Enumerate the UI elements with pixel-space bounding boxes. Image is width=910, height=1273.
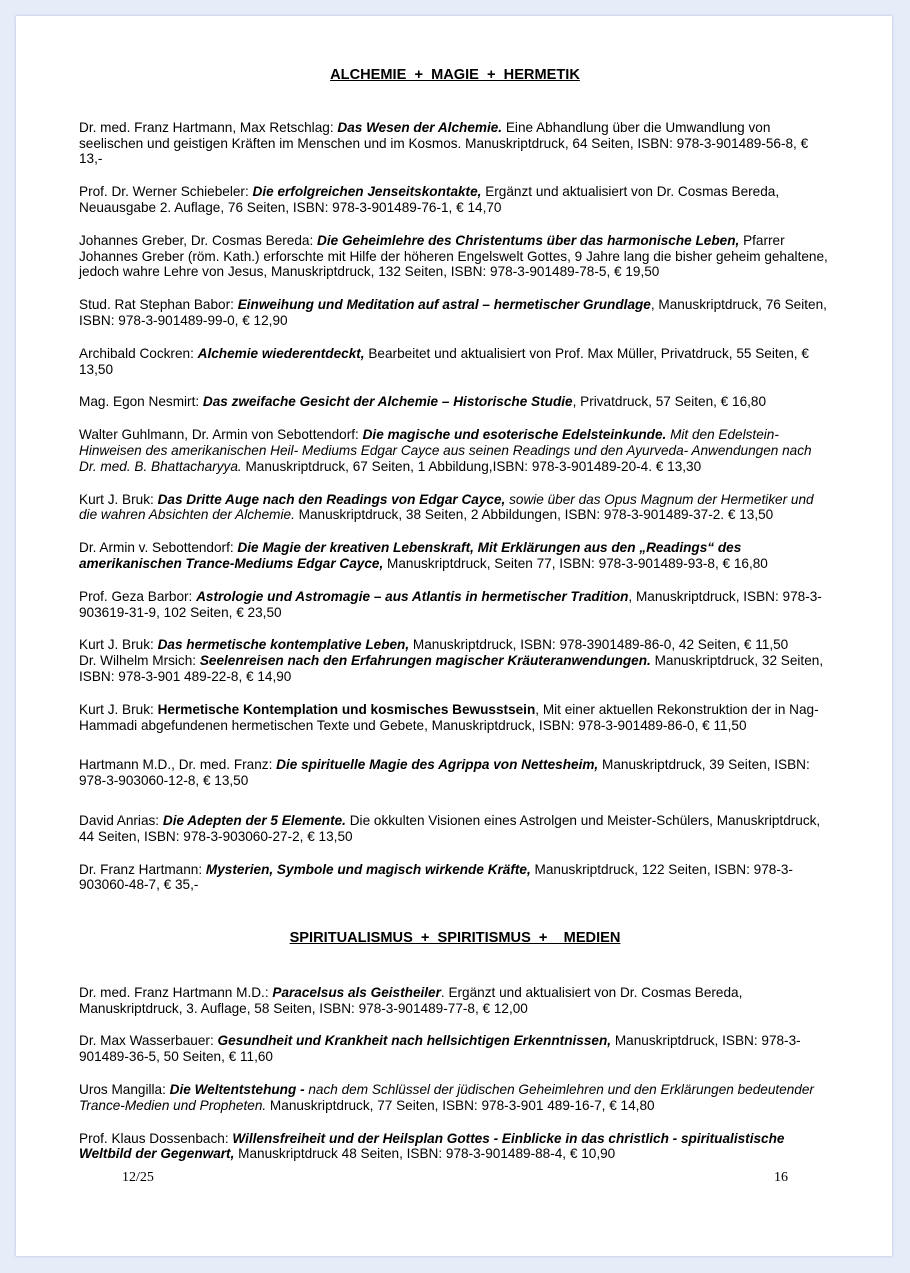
book-entry: Dr. med. Franz Hartmann, Max Retschlag: Das Wesen der Alchemie. Eine Abhandlung über die Umwandlung von seelischen und geistigen Kräften im Menschen und im Kosmos. Manuskriptdruck, 64 Seiten, ISBN: 978-3-901489-56-8, € 13,- xyxy=(79,119,809,167)
book-entry: Dr. Armin v. Sebottendorf: Die Magie der kreativen Lebenskraft, Mit Erklärungen aus den „Readings“ des amerikanischen Trance-Mediums Edgar Cayce, Manuskriptdruck, Seiten 77, ISBN: 978-3-901489-93-8, € 16,80 xyxy=(79,540,768,571)
book-title: Die Weltentstehung - xyxy=(169,1082,305,1098)
book-entry: Hartmann M.D., Dr. med. Franz: Die spirituelle Magie des Agrippa von Nettesheim, Manuskriptdruck, 39 Seiten, ISBN: 978-3-903060-12-8, € 13,50 xyxy=(79,757,810,789)
book-subtitle: nach dem Schlüssel der jüdischen Geheimlehren und den Erklärungen bedeutender Trance-Medien und Propheten. xyxy=(79,1082,814,1113)
book-entry: Walter Guhlmann, Dr. Armin von Sebottendorf: Die magische und esoterische Edelsteinkunde. Mit den Edelstein-Hinweisen des amerikanischen Heil- Mediums Edgar Cayce aus seinen Readings und den Ayurveda- Anwendungen nach Dr. med. B. Bhattacharyya. Manuskriptdruck, 67 Seiten, 1 Abbildung,ISBN: 978-3-901489-20-4. € 13,30 xyxy=(79,427,812,474)
book-subtitle: Mit den Edelstein-Hinweisen des amerikanischen Heil- Mediums Edgar Cayce aus seinen Readings und den Ayurveda- Anwendungen nach Dr. med. B. Bhattacharyya. xyxy=(79,427,812,474)
book-entry: Johannes Greber, Dr. Cosmas Bereda: Die Geheimlehre des Christentums über das harmonische Leben, Pfarrer Johannes Greber (röm. Kath.) erforschte mit Hilfe der höheren Engelswelt Gottes, 9 Jahre lang die bisher geheim gehaltene, jedoch wahre Lehre von Jesus, Manuskriptdruck, 132 Seiten, ISBN: 978-3-901489-78-5, € 19,50 xyxy=(79,232,828,280)
book-title: Hermetische Kontemplation und kosmisches Bewusstsein xyxy=(157,701,536,717)
book-title: Paracelsus als Geistheiler xyxy=(272,984,441,1000)
book-entry: Kurt J. Bruk: Das Dritte Auge nach den Readings von Edgar Cayce, sowie über das Opus Magnum der Hermetiker und die wahren Absichten der Alchemie. Manuskriptdruck, 38 Seiten, 2 Abbildungen, ISBN: 978-3-901489-37-2. € 13,50 xyxy=(79,491,814,523)
book-entry: Prof. Dr. Werner Schiebeler: Die erfolgreichen Jenseitskontakte, Ergänzt und aktualisiert von Dr. Cosmas Bereda, Neuausgabe 2. Auflage, 76 Seiten, ISBN: 978-3-901489-76-1, € 14,70 xyxy=(79,184,780,215)
book-title: Die Geheimlehre des Christentums über das harmonische Leben, xyxy=(317,232,740,248)
book-title: Mysterien, Symbole und magisch wirkende Kräfte, xyxy=(205,861,531,877)
book-title: Die erfolgreichen Jenseitskontakte, xyxy=(252,184,482,200)
book-title: Das Wesen der Alchemie. xyxy=(337,119,503,135)
book-title: Die Magie der kreativen Lebenskraft, Mit Erklärungen aus den „Readings“ des amerikanischen Trance-Mediums Edgar Cayce, xyxy=(79,540,742,571)
book-entry: Dr. Max Wasserbauer: Gesundheit und Krankheit nach hellsichtigen Erkenntnissen, Manuskriptdruck, ISBN: 978-3-901489-36-5, 50 Seiten, € 11,60 xyxy=(79,1033,801,1065)
book-entry: Kurt J. Bruk: Das hermetische kontemplative Leben, Manuskriptdruck, ISBN: 978-3901489-86-0, 42 Seiten, € 11,50 xyxy=(79,637,789,653)
book-title: Die magische und esoterische Edelsteinkunde. xyxy=(362,427,667,443)
book-entry: Kurt J. Bruk: Hermetische Kontemplation und kosmisches Bewusstsein, Mit einer aktuellen Rekonstruktion der in Nag-Hammadi abgefundenen hermetischen Texte und Gebete, Manuskriptdruck, ISBN: 978-3-901489-86-0, € 11,50 xyxy=(79,701,819,733)
section-heading-spiritualismus: SPIRITUALISMUS + SPIRITISMUS + MEDIEN xyxy=(289,930,621,947)
book-title: Gesundheit und Krankheit nach hellsichtigen Erkenntnissen, xyxy=(217,1033,612,1049)
book-entry: Dr. Wilhelm Mrsich: Seelenreisen nach den Erfahrungen magischer Kräuteranwendungen. Manuskriptdruck, 32 Seiten, ISBN: 978-3-901 489-22-8, € 14,90 xyxy=(79,653,824,684)
book-title: Das hermetische kontemplative Leben, xyxy=(157,637,410,653)
footer-page-number: 16 xyxy=(774,1170,788,1185)
book-entry: Mag. Egon Nesmirt: Das zweifache Gesicht der Alchemie – Historische Studie, Privatdruck, 57 Seiten, € 16,80 xyxy=(79,394,767,410)
book-entry: Prof. Geza Barbor: Astrologie und Astromagie – aus Atlantis in hermetischer Tradition, Manuskriptdruck, ISBN: 978-3-903619-31-9, 102 Seiten, € 23,50 xyxy=(79,588,822,620)
book-entry: Stud. Rat Stephan Babor: Einweihung und Meditation auf astral – hermetischer Grundlage, Manuskriptdruck, 76 Seiten, ISBN: 978-3-901489-99-0, € 12,90 xyxy=(79,297,827,328)
book-title: Das Dritte Auge nach den Readings von Edgar Cayce, xyxy=(157,491,506,507)
book-title: Alchemie wiederentdeckt, xyxy=(197,345,365,361)
book-title: Seelenreisen nach den Erfahrungen magischer Kräuteranwendungen. xyxy=(199,653,651,669)
document-page xyxy=(16,16,892,1256)
book-entry: Dr. Franz Hartmann: Mysterien, Symbole und magisch wirkende Kräfte, Manuskriptdruck, 122 Seiten, ISBN: 978-3-903060-48-7, € 35,- xyxy=(79,861,793,893)
book-title: Das zweifache Gesicht der Alchemie – Historische Studie xyxy=(202,394,573,410)
book-entry: Dr. med. Franz Hartmann M.D.: Paracelsus als Geistheiler. Ergänzt und aktualisiert von Dr. Cosmas Bereda, Manuskriptdruck, 3. Auflage, 58 Seiten, ISBN: 978-3-901489-77-8, € 12,00 xyxy=(79,984,743,1016)
book-subtitle: sowie über das Opus Magnum der Hermetiker und die wahren Absichten der Alchemie. xyxy=(79,491,814,523)
book-title: Astrologie und Astromagie – aus Atlantis in hermetischer Tradition xyxy=(196,588,629,604)
book-entry: Prof. Klaus Dossenbach: Willensfreiheit und der Heilsplan Gottes - Einblicke in das christlich - spiritualistische Weltbild der Gegenwart, Manuskriptdruck 48 Seiten, ISBN: 978-3-901489-88-4, € 10,90 xyxy=(79,1130,785,1162)
book-title: Die Adepten der 5 Elemente. xyxy=(162,812,346,828)
book-title: Die spirituelle Magie des Agrippa von Nettesheim, xyxy=(276,757,599,773)
footer-page-count: 12/25 xyxy=(122,1170,154,1185)
book-entry: Uros Mangilla: Die Weltentstehung - nach dem Schlüssel der jüdischen Geheimlehren und den Erklärungen bedeutender Trance-Medien und Propheten. Manuskriptdruck, 77 Seiten, ISBN: 978-3-901 489-16-7, € 14,80 xyxy=(79,1082,814,1113)
page-content xyxy=(79,68,831,1162)
book-entry: David Anrias: Die Adepten der 5 Elemente. Die okkulten Visionen eines Astrolgen und Meister-Schülers, Manuskriptdruck, 44 Seiten, ISBN: 978-3-903060-27-2, € 13,50 xyxy=(79,812,821,844)
book-title: Willensfreiheit und der Heilsplan Gottes - Einblicke in das christlich - spiritualistische Weltbild der Gegenwart, xyxy=(79,1130,785,1162)
section-heading-alchemie: ALCHEMIE + MAGIE + HERMETIK xyxy=(330,67,580,83)
book-title: Einweihung und Meditation auf astral – hermetischer Grundlage xyxy=(237,297,651,313)
book-entry: Archibald Cockren: Alchemie wiederentdeckt, Bearbeitet und aktualisiert von Prof. Max Müller, Privatdruck, 55 Seiten, € 13,50 xyxy=(79,345,809,377)
